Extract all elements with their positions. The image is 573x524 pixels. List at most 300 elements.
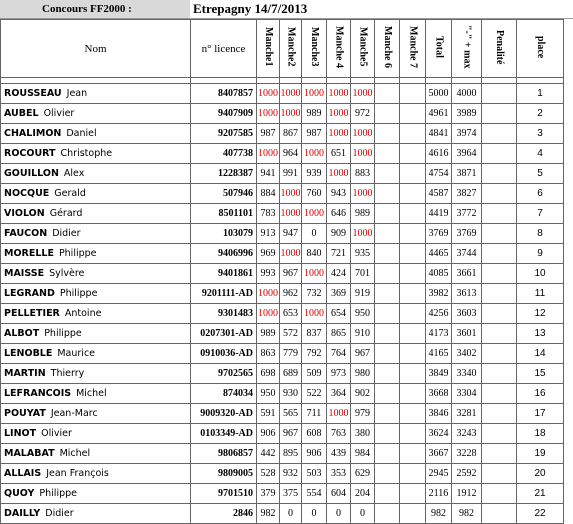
total-cell: 4587 bbox=[426, 184, 452, 204]
manche-6-cell bbox=[375, 184, 400, 204]
table-row bbox=[1, 124, 564, 144]
manche-6-cell bbox=[375, 344, 400, 364]
manche-1-cell: 950 bbox=[257, 384, 280, 404]
penalite-cell bbox=[482, 444, 517, 464]
last-name: AUBEL bbox=[4, 108, 39, 119]
first-name: Gerald bbox=[54, 188, 86, 199]
title-bar bbox=[0, 0, 573, 19]
manche-6-cell bbox=[375, 444, 400, 464]
total-cell: 4754 bbox=[426, 164, 452, 184]
manche-5-cell: 972 bbox=[351, 104, 375, 124]
licence-cell: 0910036-AD bbox=[191, 344, 257, 364]
place-cell: 9 bbox=[517, 244, 564, 264]
col-header-manche1: Manche1 bbox=[257, 20, 280, 78]
best-cell: 3744 bbox=[452, 244, 482, 264]
total-cell: 4465 bbox=[426, 244, 452, 264]
competitor-name-cell bbox=[1, 364, 191, 384]
competitor-name-cell bbox=[1, 504, 191, 524]
licence-cell: 9701510 bbox=[191, 484, 257, 504]
place-cell: 14 bbox=[517, 344, 564, 364]
place-cell: 16 bbox=[517, 384, 564, 404]
licence-cell: 9702565 bbox=[191, 364, 257, 384]
manche-1-cell: 1000 bbox=[257, 304, 280, 324]
manche-3-cell: 1000 bbox=[302, 144, 327, 164]
licence-cell: 0103349-AD bbox=[191, 424, 257, 444]
manche-5-cell: 883 bbox=[351, 164, 375, 184]
licence-cell: 8407857 bbox=[191, 84, 257, 104]
manche-1-cell: 987 bbox=[257, 124, 280, 144]
col-header-manche5: Manche5 bbox=[351, 20, 375, 78]
last-name: VIOLON bbox=[4, 208, 45, 219]
manche-3-cell: 0 bbox=[302, 224, 327, 244]
manche-3-cell: 503 bbox=[302, 464, 327, 484]
table-row bbox=[1, 424, 564, 444]
best-cell: 3402 bbox=[452, 344, 482, 364]
table-row bbox=[1, 224, 564, 244]
manche-2-cell: 967 bbox=[280, 424, 302, 444]
manche-1-cell: 941 bbox=[257, 164, 280, 184]
best-cell: 2592 bbox=[452, 464, 482, 484]
table-row bbox=[1, 204, 564, 224]
last-name: MORELLE bbox=[4, 248, 54, 259]
table-row bbox=[1, 364, 564, 384]
manche-5-cell: 1000 bbox=[351, 224, 375, 244]
col-header-penalite: Penalité bbox=[482, 20, 517, 78]
licence-cell: 8501101 bbox=[191, 204, 257, 224]
place-cell: 20 bbox=[517, 464, 564, 484]
manche-7-cell bbox=[400, 384, 426, 404]
last-name: QUOY bbox=[4, 488, 35, 499]
manche-6-cell bbox=[375, 164, 400, 184]
first-name: Alex bbox=[63, 168, 85, 179]
manche-7-cell bbox=[400, 324, 426, 344]
manche-3-cell: 837 bbox=[302, 324, 327, 344]
place-cell: 11 bbox=[517, 284, 564, 304]
place-cell: 7 bbox=[517, 204, 564, 224]
manche-7-cell bbox=[400, 144, 426, 164]
manche-6-cell bbox=[375, 84, 400, 104]
manche-1-cell: 906 bbox=[257, 424, 280, 444]
place-cell: 5 bbox=[517, 164, 564, 184]
manche-2-cell: 653 bbox=[280, 304, 302, 324]
penalite-cell bbox=[482, 364, 517, 384]
manche-6-cell bbox=[375, 224, 400, 244]
competitor-name-cell bbox=[1, 304, 191, 324]
first-name: Michel bbox=[76, 388, 107, 399]
table-row bbox=[1, 284, 564, 304]
manche-6-cell bbox=[375, 484, 400, 504]
manche-7-cell bbox=[400, 184, 426, 204]
manche-1-cell: 1000 bbox=[257, 284, 280, 304]
table-row bbox=[1, 104, 564, 124]
manche-6-cell bbox=[375, 504, 400, 524]
manche-4-cell: 764 bbox=[327, 344, 351, 364]
manche-1-cell: 863 bbox=[257, 344, 280, 364]
competitor-name-cell bbox=[1, 104, 191, 124]
manche-1-cell: 698 bbox=[257, 364, 280, 384]
manche-6-cell bbox=[375, 204, 400, 224]
last-name: GOUILLON bbox=[4, 168, 59, 179]
manche-7-cell bbox=[400, 304, 426, 324]
manche-3-cell: 554 bbox=[302, 484, 327, 504]
manche-4-cell: 1000 bbox=[327, 84, 351, 104]
licence-cell: 9407909 bbox=[191, 104, 257, 124]
penalite-cell bbox=[482, 404, 517, 424]
best-cell: 3601 bbox=[452, 324, 482, 344]
manche-7-cell bbox=[400, 104, 426, 124]
manche-1-cell: 1000 bbox=[257, 144, 280, 164]
competitor-name-cell bbox=[1, 404, 191, 424]
manche-6-cell bbox=[375, 404, 400, 424]
last-name: DAILLY bbox=[4, 508, 41, 519]
results-body bbox=[1, 78, 564, 524]
competitor-name-cell bbox=[1, 284, 191, 304]
manche-7-cell bbox=[400, 264, 426, 284]
first-name: Philippe bbox=[44, 328, 82, 339]
last-name: MAISSE bbox=[4, 268, 45, 279]
col-header-best: "-" + max bbox=[452, 20, 482, 78]
manche-7-cell bbox=[400, 404, 426, 424]
manche-5-cell: 919 bbox=[351, 284, 375, 304]
manche-7-cell bbox=[400, 124, 426, 144]
licence-cell: 1228387 bbox=[191, 164, 257, 184]
best-cell: 3228 bbox=[452, 444, 482, 464]
place-cell: 8 bbox=[517, 224, 564, 244]
manche-7-cell bbox=[400, 464, 426, 484]
licence-cell: 9806857 bbox=[191, 444, 257, 464]
penalite-cell bbox=[482, 204, 517, 224]
total-cell: 4173 bbox=[426, 324, 452, 344]
table-row bbox=[1, 464, 564, 484]
licence-cell: 9401861 bbox=[191, 264, 257, 284]
penalite-cell bbox=[482, 84, 517, 104]
total-cell: 4841 bbox=[426, 124, 452, 144]
place-cell: 22 bbox=[517, 504, 564, 524]
penalite-cell bbox=[482, 264, 517, 284]
licence-cell: 9809005 bbox=[191, 464, 257, 484]
manche-2-cell: 947 bbox=[280, 224, 302, 244]
penalite-cell bbox=[482, 284, 517, 304]
manche-1-cell: 442 bbox=[257, 444, 280, 464]
competitor-name-cell bbox=[1, 424, 191, 444]
manche-6-cell bbox=[375, 264, 400, 284]
manche-1-cell: 379 bbox=[257, 484, 280, 504]
competitor-name-cell bbox=[1, 244, 191, 264]
manche-2-cell: 962 bbox=[280, 284, 302, 304]
place-cell: 2 bbox=[517, 104, 564, 124]
manche-2-cell: 991 bbox=[280, 164, 302, 184]
best-cell: 982 bbox=[452, 504, 482, 524]
last-name: ALLAIS bbox=[4, 468, 42, 479]
last-name: LEFRANCOIS bbox=[4, 388, 72, 399]
manche-1-cell: 1000 bbox=[257, 104, 280, 124]
manche-6-cell bbox=[375, 124, 400, 144]
best-cell: 3304 bbox=[452, 384, 482, 404]
competitor-name-cell bbox=[1, 444, 191, 464]
manche-4-cell: 646 bbox=[327, 204, 351, 224]
manche-3-cell: 1000 bbox=[302, 204, 327, 224]
table-row bbox=[1, 344, 564, 364]
manche-1-cell: 989 bbox=[257, 324, 280, 344]
manche-4-cell: 604 bbox=[327, 484, 351, 504]
competitor-name-cell bbox=[1, 184, 191, 204]
table-row bbox=[1, 324, 564, 344]
place-cell: 18 bbox=[517, 424, 564, 444]
manche-5-cell: 902 bbox=[351, 384, 375, 404]
first-name: Olivier bbox=[43, 108, 75, 119]
last-name: LEGRAND bbox=[4, 288, 55, 299]
manche-7-cell bbox=[400, 204, 426, 224]
best-cell: 1912 bbox=[452, 484, 482, 504]
best-cell: 3871 bbox=[452, 164, 482, 184]
manche-7-cell bbox=[400, 344, 426, 364]
manche-4-cell: 721 bbox=[327, 244, 351, 264]
total-cell: 4165 bbox=[426, 344, 452, 364]
table-row bbox=[1, 484, 564, 504]
col-header-manche7: Manche 7 bbox=[400, 20, 426, 78]
manche-5-cell: 950 bbox=[351, 304, 375, 324]
first-name: Philippe bbox=[39, 488, 77, 499]
manche-4-cell: 654 bbox=[327, 304, 351, 324]
manche-7-cell bbox=[400, 84, 426, 104]
manche-3-cell: 608 bbox=[302, 424, 327, 444]
manche-2-cell: 689 bbox=[280, 364, 302, 384]
col-header-manche4: Manche 4 bbox=[327, 20, 351, 78]
manche-6-cell bbox=[375, 424, 400, 444]
penalite-cell bbox=[482, 504, 517, 524]
manche-1-cell: 913 bbox=[257, 224, 280, 244]
manche-2-cell: 1000 bbox=[280, 184, 302, 204]
last-name: ROCOURT bbox=[4, 148, 56, 159]
manche-2-cell: 1000 bbox=[280, 84, 302, 104]
last-name: NOCQUE bbox=[4, 188, 50, 199]
manche-5-cell: 984 bbox=[351, 444, 375, 464]
last-name: FAUCON bbox=[4, 228, 48, 239]
licence-cell: 9301483 bbox=[191, 304, 257, 324]
penalite-cell bbox=[482, 164, 517, 184]
table-row bbox=[1, 244, 564, 264]
competition-title: Concours FF2000 : bbox=[0, 0, 190, 18]
manche-5-cell: 979 bbox=[351, 404, 375, 424]
licence-cell: 2846 bbox=[191, 504, 257, 524]
total-cell: 3668 bbox=[426, 384, 452, 404]
licence-cell: 9207585 bbox=[191, 124, 257, 144]
col-header-manche6: Manche 6 bbox=[375, 20, 400, 78]
manche-6-cell bbox=[375, 104, 400, 124]
manche-3-cell: 1000 bbox=[302, 304, 327, 324]
competitor-name-cell bbox=[1, 324, 191, 344]
best-cell: 3974 bbox=[452, 124, 482, 144]
manche-1-cell: 783 bbox=[257, 204, 280, 224]
place-cell: 3 bbox=[517, 124, 564, 144]
table-row bbox=[1, 304, 564, 324]
competitor-name-cell bbox=[1, 464, 191, 484]
manche-4-cell: 1000 bbox=[327, 124, 351, 144]
table-row bbox=[1, 164, 564, 184]
licence-cell: 507946 bbox=[191, 184, 257, 204]
total-cell: 2945 bbox=[426, 464, 452, 484]
licence-cell: 103079 bbox=[191, 224, 257, 244]
manche-2-cell: 565 bbox=[280, 404, 302, 424]
place-cell: 10 bbox=[517, 264, 564, 284]
manche-3-cell: 0 bbox=[302, 504, 327, 524]
last-name: PELLETIER bbox=[4, 308, 60, 319]
penalite-cell bbox=[482, 224, 517, 244]
manche-6-cell bbox=[375, 384, 400, 404]
manche-4-cell: 1000 bbox=[327, 104, 351, 124]
manche-2-cell: 964 bbox=[280, 144, 302, 164]
last-name: LENOBLE bbox=[4, 348, 53, 359]
manche-5-cell: 1000 bbox=[351, 84, 375, 104]
manche-3-cell: 989 bbox=[302, 104, 327, 124]
table-row bbox=[1, 504, 564, 524]
manche-2-cell: 572 bbox=[280, 324, 302, 344]
best-cell: 3772 bbox=[452, 204, 482, 224]
manche-4-cell: 369 bbox=[327, 284, 351, 304]
manche-3-cell: 522 bbox=[302, 384, 327, 404]
best-cell: 3243 bbox=[452, 424, 482, 444]
manche-7-cell bbox=[400, 244, 426, 264]
total-cell: 2116 bbox=[426, 484, 452, 504]
competitor-name-cell bbox=[1, 204, 191, 224]
manche-1-cell: 884 bbox=[257, 184, 280, 204]
event-location-date: Etrepagny 14/7/2013 bbox=[193, 1, 308, 16]
manche-5-cell: 629 bbox=[351, 464, 375, 484]
manche-1-cell: 1000 bbox=[257, 84, 280, 104]
last-name: ALBOT bbox=[4, 328, 40, 339]
competitor-name-cell bbox=[1, 84, 191, 104]
manche-3-cell: 509 bbox=[302, 364, 327, 384]
manche-4-cell: 353 bbox=[327, 464, 351, 484]
penalite-cell bbox=[482, 124, 517, 144]
best-cell: 3603 bbox=[452, 304, 482, 324]
place-cell: 12 bbox=[517, 304, 564, 324]
results-table bbox=[0, 19, 564, 524]
manche-4-cell: 439 bbox=[327, 444, 351, 464]
manche-7-cell bbox=[400, 504, 426, 524]
competitor-name-cell bbox=[1, 144, 191, 164]
best-cell: 4000 bbox=[452, 84, 482, 104]
licence-cell: 407738 bbox=[191, 144, 257, 164]
manche-3-cell: 760 bbox=[302, 184, 327, 204]
manche-2-cell: 375 bbox=[280, 484, 302, 504]
first-name: Daniel bbox=[66, 128, 97, 139]
manche-4-cell: 651 bbox=[327, 144, 351, 164]
competitor-name-cell bbox=[1, 164, 191, 184]
col-header-nom: Nom bbox=[1, 20, 191, 78]
place-cell: 21 bbox=[517, 484, 564, 504]
manche-5-cell: 701 bbox=[351, 264, 375, 284]
manche-1-cell: 982 bbox=[257, 504, 280, 524]
table-row bbox=[1, 384, 564, 404]
penalite-cell bbox=[482, 424, 517, 444]
penalite-cell bbox=[482, 384, 517, 404]
penalite-cell bbox=[482, 464, 517, 484]
first-name: Philippe bbox=[58, 248, 97, 259]
licence-cell: 9201111-AD bbox=[191, 284, 257, 304]
licence-cell: 874034 bbox=[191, 384, 257, 404]
licence-cell: 9009320-AD bbox=[191, 404, 257, 424]
licence-cell: 0207301-AD bbox=[191, 324, 257, 344]
manche-7-cell bbox=[400, 484, 426, 504]
manche-2-cell: 867 bbox=[280, 124, 302, 144]
manche-6-cell bbox=[375, 464, 400, 484]
total-cell: 3667 bbox=[426, 444, 452, 464]
first-name: Olivier bbox=[41, 428, 72, 439]
manche-4-cell: 1000 bbox=[327, 164, 351, 184]
manche-1-cell: 528 bbox=[257, 464, 280, 484]
table-row bbox=[1, 444, 564, 464]
header-row bbox=[1, 20, 564, 78]
place-cell: 1 bbox=[517, 84, 564, 104]
manche-6-cell bbox=[375, 304, 400, 324]
competitor-name-cell bbox=[1, 224, 191, 244]
place-cell: 19 bbox=[517, 444, 564, 464]
manche-5-cell: 1000 bbox=[351, 144, 375, 164]
manche-5-cell: 980 bbox=[351, 364, 375, 384]
manche-2-cell: 895 bbox=[280, 444, 302, 464]
first-name: Jean bbox=[66, 88, 88, 99]
manche-2-cell: 1000 bbox=[280, 204, 302, 224]
col-header-manche3: Manche3 bbox=[302, 20, 327, 78]
total-cell: 3769 bbox=[426, 224, 452, 244]
manche-2-cell: 0 bbox=[280, 504, 302, 524]
table-row bbox=[1, 184, 564, 204]
manche-6-cell bbox=[375, 244, 400, 264]
total-cell: 4085 bbox=[426, 264, 452, 284]
penalite-cell bbox=[482, 244, 517, 264]
manche-6-cell bbox=[375, 364, 400, 384]
manche-6-cell bbox=[375, 144, 400, 164]
penalite-cell bbox=[482, 184, 517, 204]
manche-4-cell: 1000 bbox=[327, 404, 351, 424]
penalite-cell bbox=[482, 144, 517, 164]
manche-4-cell: 865 bbox=[327, 324, 351, 344]
table-row bbox=[1, 144, 564, 164]
last-name: POUYAT bbox=[4, 408, 46, 419]
manche-3-cell: 711 bbox=[302, 404, 327, 424]
first-name: Thierry bbox=[50, 368, 85, 379]
best-cell: 3613 bbox=[452, 284, 482, 304]
manche-4-cell: 973 bbox=[327, 364, 351, 384]
manche-4-cell: 909 bbox=[327, 224, 351, 244]
manche-3-cell: 1000 bbox=[302, 84, 327, 104]
manche-4-cell: 763 bbox=[327, 424, 351, 444]
manche-5-cell: 935 bbox=[351, 244, 375, 264]
first-name: Christophe bbox=[60, 148, 113, 159]
col-header-licence: n° licence bbox=[191, 20, 257, 78]
penalite-cell bbox=[482, 484, 517, 504]
first-name: Antoine bbox=[64, 308, 102, 319]
manche-6-cell bbox=[375, 284, 400, 304]
first-name: Maurice bbox=[57, 348, 96, 359]
best-cell: 3964 bbox=[452, 144, 482, 164]
manche-2-cell: 967 bbox=[280, 264, 302, 284]
manche-7-cell bbox=[400, 364, 426, 384]
first-name: Sylvère bbox=[49, 268, 85, 279]
last-name: LINOT bbox=[4, 428, 37, 439]
manche-3-cell: 939 bbox=[302, 164, 327, 184]
total-cell: 3982 bbox=[426, 284, 452, 304]
place-cell: 6 bbox=[517, 184, 564, 204]
col-header-place: place bbox=[517, 20, 564, 78]
col-header-total: Total bbox=[426, 20, 452, 78]
manche-5-cell: 0 bbox=[351, 504, 375, 524]
best-cell: 3661 bbox=[452, 264, 482, 284]
manche-4-cell: 364 bbox=[327, 384, 351, 404]
total-cell: 3624 bbox=[426, 424, 452, 444]
manche-7-cell bbox=[400, 284, 426, 304]
